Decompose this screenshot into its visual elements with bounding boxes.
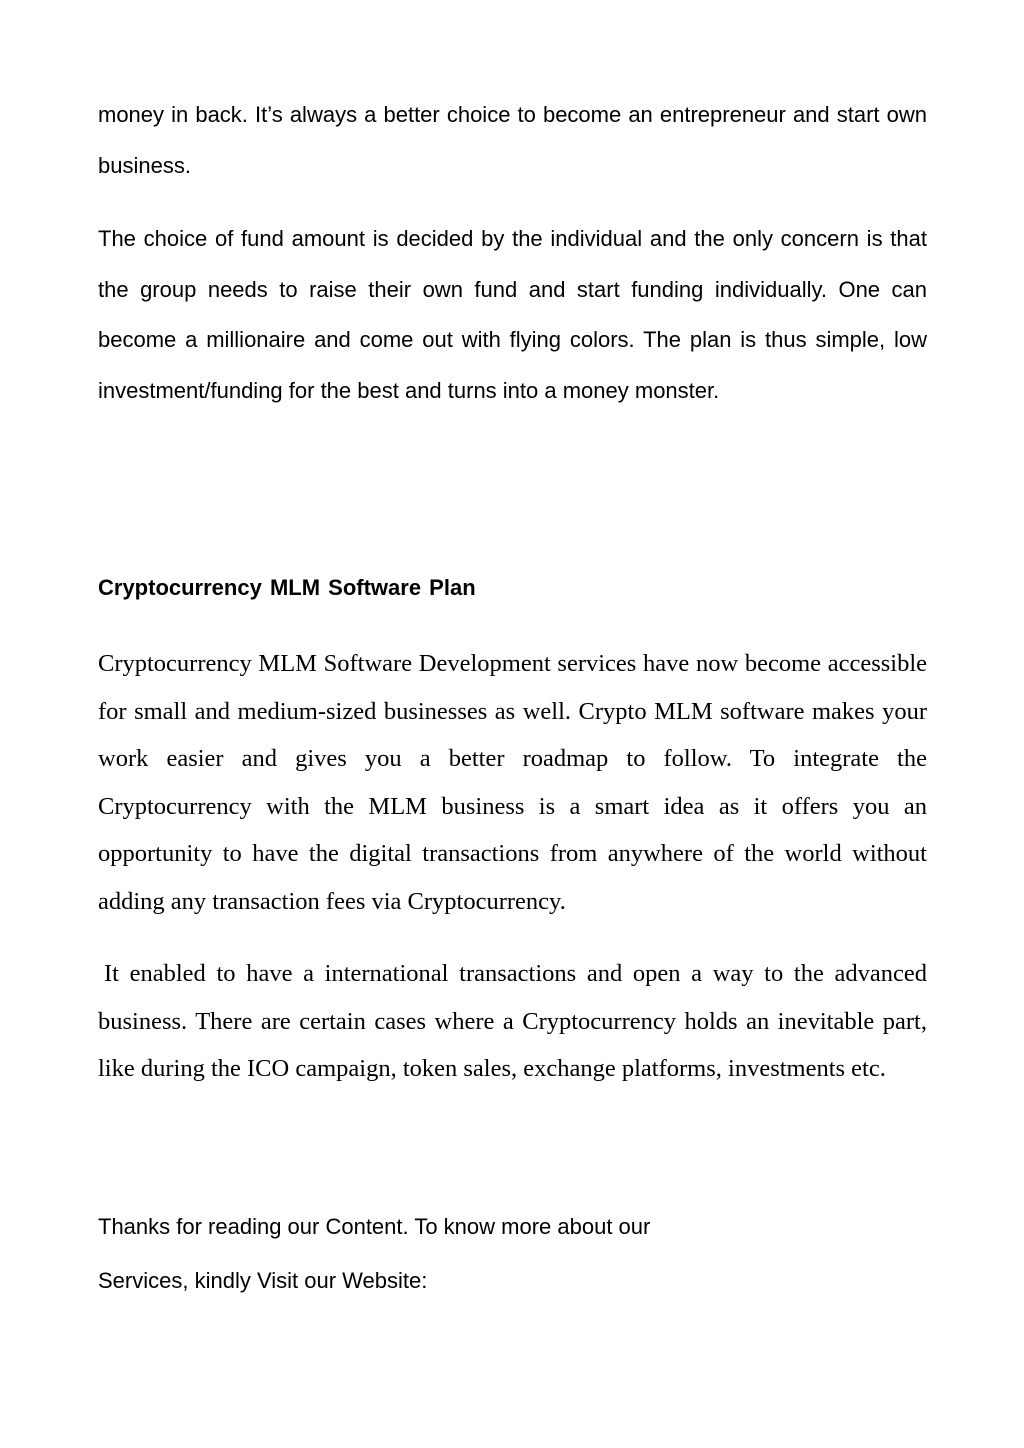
- document-page: [98, 0, 927, 1448]
- international-transactions-paragraph: It enabled to have a international transactions and open a way to the advanced business. There are certain cases where a Cryptocurrency holds an inevitable part, like during the ICO campaign, token sales, exchange platforms, investments etc.: [98, 960, 927, 1082]
- crypto-mlm-paragraph: Cryptocurrency MLM Software Development services have now become accessible for small and medium-sized businesses as well. Crypto MLM software makes your work easier and gives you a better roadmap to follow. To integrate the Cryptocurrency with the MLM business is a smart idea as it offers you an opportunity to have the digital transactions from anywhere of the world without adding any transaction fees via Cryptocurrency.: [98, 650, 927, 915]
- section-heading: Cryptocurrency MLM Software Plan: [98, 575, 476, 600]
- closing-note: [98, 1200, 798, 1308]
- fund-choice-paragraph: The choice of fund amount is decided by the individual and the only concern is that the group needs to raise their own fund and start funding individually. One can become a millionaire and come out with flying colors. The plan is thus simple, low investment/funding for the best and turns into a money monster.: [98, 226, 927, 403]
- closing-line-2: Services, kindly Visit our Website:: [98, 1268, 428, 1293]
- intro-paragraph-continued: money in back. It’s always a better choice to become an entrepreneur and start own business.: [98, 102, 927, 178]
- closing-line-1: Thanks for reading our Content. To know more about our: [98, 1214, 651, 1239]
